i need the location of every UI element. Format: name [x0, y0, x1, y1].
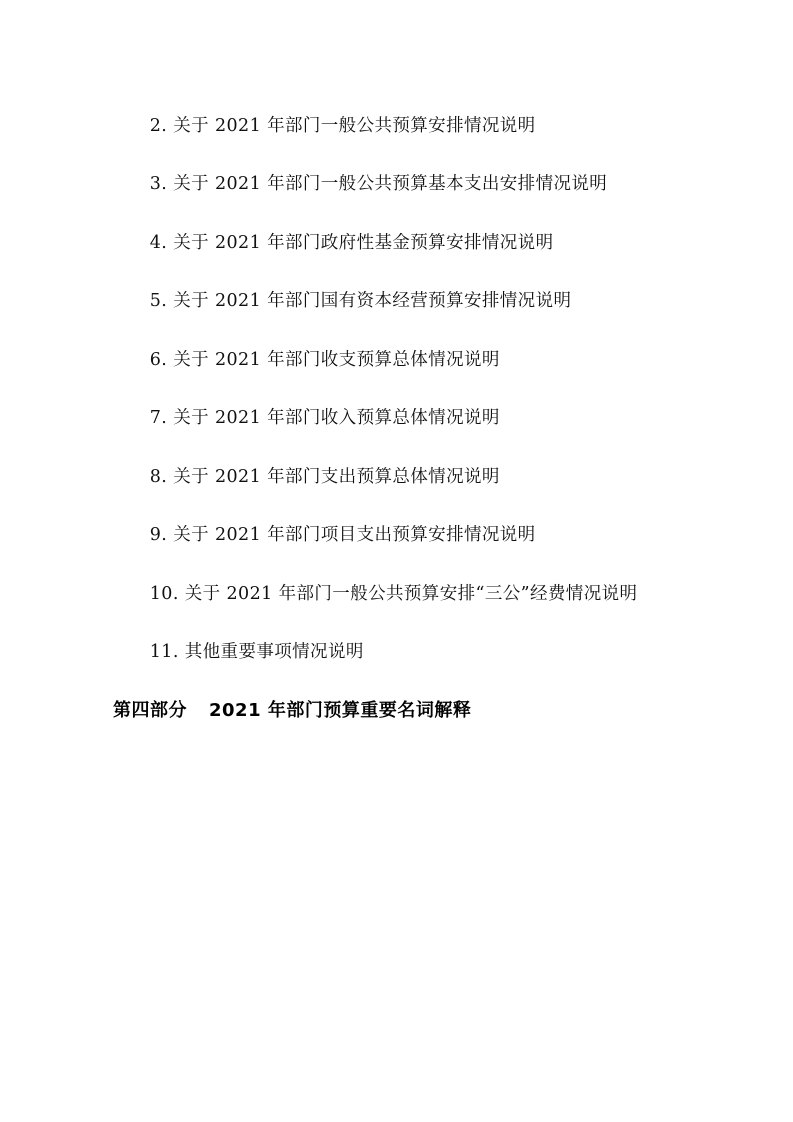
toc-item: 6. 关于 2021 年部门收支预算总体情况说明	[149, 349, 500, 370]
toc-item: 5. 关于 2021 年部门国有资本经营预算安排情况说明	[149, 291, 572, 311]
toc-item: 8. 关于 2021 年部门支出预算总体情况说明	[149, 466, 500, 487]
section-title: 2021 年部门预算重要名词解释	[209, 699, 472, 721]
toc-item: 10. 关于 2021 年部门一般公共预算安排“三公”经费情况说明	[149, 583, 638, 604]
section-heading	[113, 691, 683, 731]
toc-item: 2. 关于 2021 年部门一般公共预算安排情况说明	[149, 115, 536, 136]
toc-item: 3. 关于 2021 年部门一般公共预算基本支出安排情况说明	[149, 174, 608, 194]
toc-item: 11. 其他重要事项情况说明	[149, 642, 364, 662]
toc-item: 9. 关于 2021 年部门项目支出预算安排情况说明	[149, 525, 536, 545]
table-of-contents	[113, 88, 683, 749]
toc-item: 7. 关于 2021 年部门收入预算总体情况说明	[149, 408, 500, 428]
toc-item: 4. 关于 2021 年部门政府性基金预算安排情况说明	[149, 232, 554, 253]
section-part-label: 第四部分	[113, 699, 187, 721]
